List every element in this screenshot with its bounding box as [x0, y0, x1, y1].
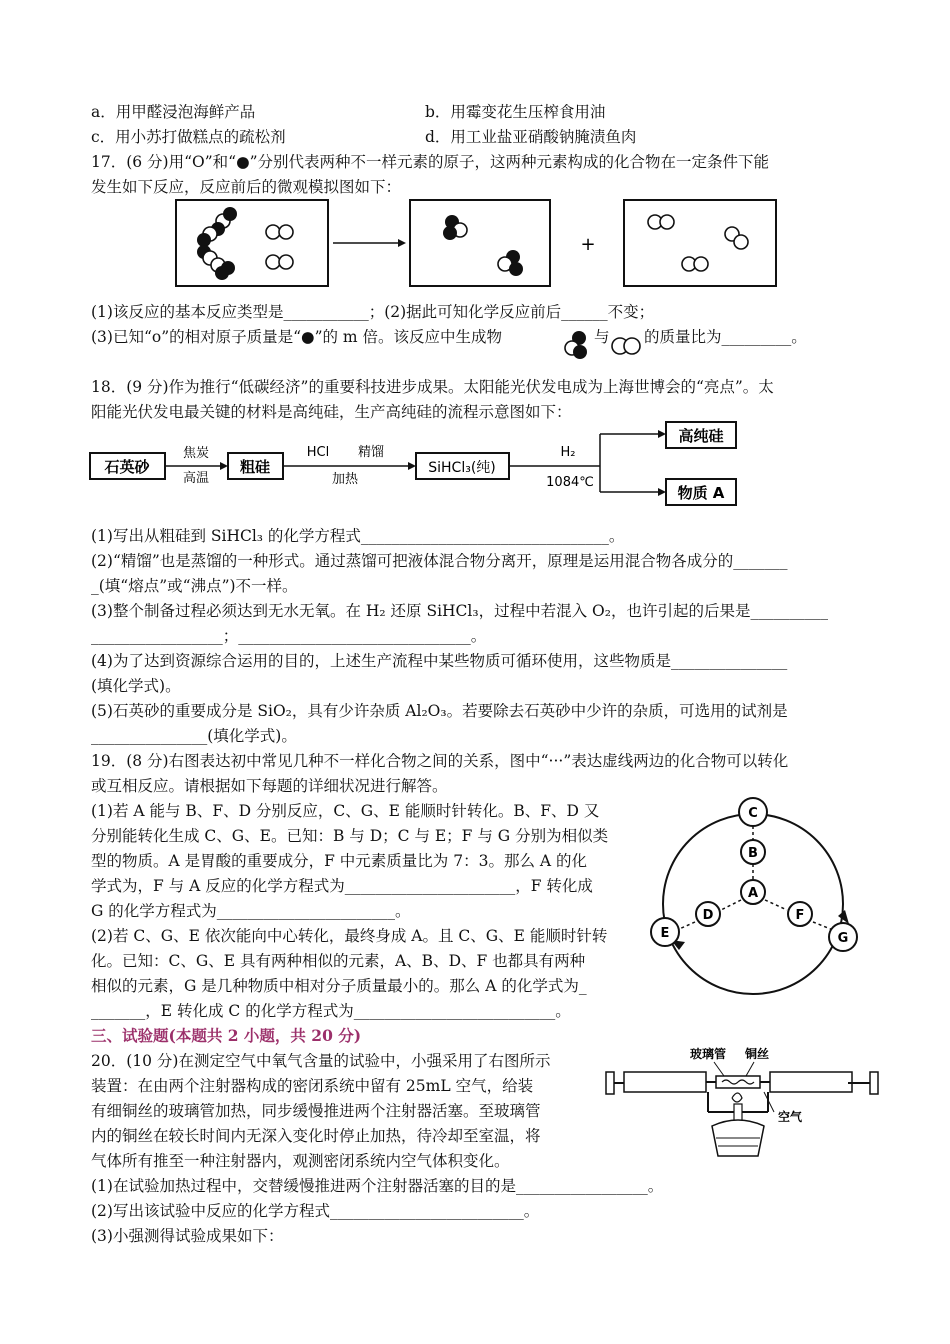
q19-p2-1: (2)若 C、G、E 依次能向中心转化，最终身成 A。且 C、G、E 能顺时针转 [91, 927, 608, 945]
node-e-label: E [660, 926, 670, 941]
q20-line2: 装置：在由两个注射器构成的密闭系统中留有 25mL 空气，给装 [91, 1077, 534, 1095]
q19-p1-5: G 的化学方程式为_______________________。 [91, 902, 411, 920]
product-box-1 [410, 200, 550, 286]
o2-molecule [266, 225, 293, 239]
q18-question3-a: (3)整个制备过程必须达到无水无氧。在 H₂ 还原 SiHCl₃，过程中若混入 O₂，也许引起的后果是__________ [91, 602, 828, 620]
q19-p1-2: 分别能转化生成 C、G、E。已知：B 与 D；C 与 E；F 与 G 分别为相似类 [91, 827, 609, 845]
reactant-molecule [197, 207, 237, 247]
alcohol-lamp [712, 1093, 764, 1156]
product-molecule-icon [558, 326, 592, 360]
plus-sign: + [580, 234, 596, 255]
q17-question3-c: 的质量比为_________。 [644, 328, 807, 346]
q17-line1: 17．(6 分)用“O”和“●”分别代表两种不一样元素的原子，这两种元素构成的化合物在一定条件下能 [91, 153, 770, 171]
high-temp-label: 高温 [182, 471, 210, 486]
quartz-label: 石英砂 [104, 458, 150, 476]
temp-label: 1084℃ [546, 475, 594, 490]
reactant-molecule [197, 245, 235, 280]
heat-label: 加热 [331, 472, 359, 487]
right-syringe [760, 1072, 878, 1094]
option-c: c．用小苏打做糕点的疏松剂 [91, 128, 286, 146]
glass-tube-label: 玻璃管 [689, 1047, 727, 1061]
option-d: d．用工业盐亚硝酸钠腌渍鱼肉 [425, 128, 637, 146]
o2-molecule [266, 255, 293, 269]
q18-line1: 18．(9 分)作为推行“低碳经济”的重要科技进步成果。太阳能光伏发电成为上海世博会的“亮点”。太 [91, 378, 774, 396]
product-molecule [443, 215, 467, 240]
product-box-2 [624, 200, 776, 286]
substance-a-label: 物质 A [677, 484, 725, 502]
q20-question2: (2)写出该试验中反应的化学方程式_________________________。 [91, 1202, 540, 1220]
option-a: a．用甲醛浸泡海鲜产品 [91, 103, 256, 121]
copper-wire-label: 铜丝 [744, 1047, 770, 1061]
q18-question5-b: _______________(填化学式)。 [91, 727, 297, 745]
q17-question1: (1)该反应的基本反应类型是___________；(2)据此可知化学反应前后______不变； [91, 303, 655, 321]
q20-question1: (1)在试验加热过程中，交替缓慢推进两个注射器活塞的目的是_________________。 [91, 1177, 664, 1195]
q18-question4-a: (4)为了达到资源综合运用的目的，上述生产流程中某些物质可循环使用，这些物质是_______________ [91, 652, 788, 670]
q18-line2: 阳能光伏发电最关键的材料是高纯硅，生产高纯硅的流程示意图如下： [91, 403, 572, 421]
section-3-heading: 三、试验题(本题共 2 小题，共 20 分) [91, 1026, 362, 1045]
h2-label: H₂ [560, 445, 576, 460]
pure-si-label: 高纯硅 [678, 427, 724, 445]
q18-question2-b: _(填“熔点”或“沸点”)不一样。 [91, 577, 298, 595]
left-syringe [606, 1072, 716, 1094]
node-d-label: D [702, 908, 714, 923]
syringe-apparatus [604, 1042, 884, 1167]
q18-question4-b: (填化学式)。 [91, 677, 181, 695]
o2-molecule [725, 227, 748, 249]
q19-p2-4: _______，E 转化成 C 的化学方程式为__________________________。 [91, 1002, 571, 1020]
option-b: b．用霉变花生压榨食用油 [425, 103, 606, 121]
q18-question3-b: _________________；______________________________。 [91, 627, 487, 645]
o2-molecule-icon [610, 336, 642, 356]
product-molecule [498, 250, 523, 276]
q18-question2-a: (2)“精馏”也是蒸馏的一种形式。通过蒸馏可把液体混合物分离开，原理是运用混合物各成分的_______ [91, 552, 788, 570]
q19-p1-4: 学式为，F 与 A 反应的化学方程式为______________________，F 转化成 [91, 877, 593, 895]
node-g-label: G [837, 931, 849, 946]
distill-label: 精馏 [357, 445, 385, 460]
sihcl3-label: SiHCl₃(纯) [428, 460, 496, 476]
q20-question3: (3)小强测得试验成果如下： [91, 1227, 284, 1245]
q20-line1: 20．(10 分)在测定空气中氧气含量的试验中，小强采用了右图所示 [91, 1052, 551, 1070]
q20-line3: 有细铜丝的玻璃管加热，同步缓慢推进两个注射器活塞。至玻璃管 [91, 1102, 541, 1120]
q19-p1-1: (1)若 A 能与 B、F、D 分别反应，C、G、E 能顺时针转化。B、F、D 又 [91, 802, 600, 820]
q19-p2-3: 相似的元素，G 是几种物质中相对分子质量最小的。那么 A 的化学式为_ [91, 977, 587, 995]
air-label: 空气 [777, 1110, 803, 1124]
q17-line2: 发生如下反应，反应前后的微观模拟图如下： [91, 178, 402, 196]
q17-question3-b: 与 [594, 328, 610, 346]
o2-molecule [682, 257, 708, 271]
q18-question5-a: (5)石英砂的重要成分是 SiO₂，具有少许杂质 Al₂O₃。若要除去石英砂中少许的杂质，可选用的试剂是 [91, 702, 788, 720]
coke-label: 焦炭 [182, 446, 210, 461]
node-a-label: A [747, 886, 759, 901]
q19-p2-2: 化。已知：C、G、E 具有两种相似的元素，A、B、D、F 也都具有两种 [91, 952, 586, 970]
q17-question3-a: (3)已知“o”的相对原子质量是“●”的 m 倍。该反应中生成物 [91, 328, 503, 346]
q19-line1: 19．(8 分)右图表达初中常见几种不一样化合物之间的关系，图中“···”表达虚线两边的化合物可以转化 [91, 752, 789, 770]
relation-cycle-diagram [645, 792, 865, 997]
hcl-label: HCl [306, 445, 330, 460]
o2-molecule [648, 215, 674, 229]
node-c-label: C [748, 806, 758, 821]
node-b-label: B [748, 846, 758, 861]
node-f-label: F [795, 908, 805, 923]
q19-p1-3: 型的物质。A 是胃酸的重要成分，F 中元素质量比为 7：3。那么 A 的化 [91, 852, 588, 870]
flow-diagram [88, 420, 748, 510]
crude-si-label: 粗硅 [239, 458, 271, 476]
reaction-diagram [170, 194, 785, 294]
q20-line4: 内的铜丝在较长时间内无深入变化时停止加热，待冷却至室温，将 [91, 1127, 541, 1145]
q19-line2: 或互相反应。请根据如下每题的详细状况进行解答。 [91, 777, 448, 795]
q20-line5: 气体所有推至一种注射器内，观测密闭系统内空气体积变化。 [91, 1152, 510, 1170]
q18-question1: (1)写出从粗硅到 SiHCl₃ 的化学方程式________________________________。 [91, 527, 625, 545]
